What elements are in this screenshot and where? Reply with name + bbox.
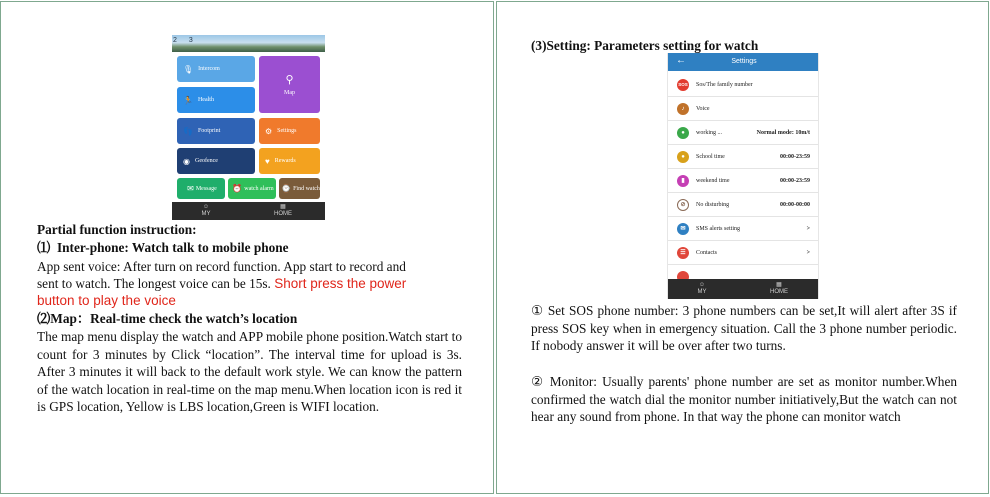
item2-body: The map menu display the watch and APP mobile phone position.Watch start to count for 3 minutes by Click “location”. The interval time for upload is 3s. After 3 minutes it will back to the default work style. We can know the pattern of the watch location in real-time on the map menu.When location icon is red it is GPS location, Yellow is LBS location,Green is WIFI location. [37, 329, 462, 414]
home-icon: ▦ [280, 204, 286, 210]
alarm-clock-icon: ⏰ [232, 183, 243, 193]
nav-home[interactable]: ▦ HOME [263, 204, 303, 218]
watch-alarm-tile[interactable]: ⏰ watch alarm [228, 178, 276, 199]
gear-icon: ⚙ [265, 126, 273, 136]
settings-row[interactable]: SOS Sos/The family number [668, 73, 819, 97]
no-disturb-icon: ⊘ [677, 199, 689, 211]
monitor-paragraph: ② Monitor: Usually parents' phone number are set as monitor number.When confirmed the watch dial the monitor number initiatively,But the watch can not hear any sound from phone. In that way the phone can monitor watch [531, 374, 957, 424]
banner-image [172, 35, 325, 52]
running-icon: 🏃 [183, 95, 193, 105]
voice-icon: ♪ [677, 103, 689, 115]
nav-my[interactable]: ☺ MY [186, 204, 226, 218]
settings-tile[interactable]: ⚙ Settings [259, 118, 320, 144]
settings-row[interactable]: ▮ weekend time 00:00-23:59 [668, 169, 819, 193]
app-home-screenshot [172, 35, 325, 220]
map-tile[interactable]: ⚲ Map [259, 56, 320, 113]
settings-row[interactable]: ● working ... Normal mode: 10m/t [668, 121, 819, 145]
geofence-icon: ◉ [183, 156, 190, 166]
person-icon: ☺ [202, 204, 210, 210]
settings-row[interactable]: ♪ Voice [668, 97, 819, 121]
section-heading: Partial function instruction: [37, 222, 197, 237]
settings-header [668, 53, 819, 71]
item1-body-line1: App sent voice: After turn on record function. App start to record and [37, 259, 406, 274]
person-icon: ☺ [698, 282, 706, 288]
banner-page-indicator: 2 3 [173, 37, 198, 44]
calendar-icon: ▮ [677, 175, 689, 187]
item1-title-line: ⑴ Inter-phone: Watch talk to mobile phone [37, 240, 289, 255]
setting-heading: (3)Setting: Parameters setting for watch [531, 38, 759, 53]
intercom-tile[interactable]: 🎙 Intercom [177, 56, 255, 82]
nav-home[interactable]: ▦ HOME [759, 282, 799, 296]
microphone-icon: 🎙 [183, 64, 194, 74]
contacts-icon: ☰ [677, 247, 689, 259]
back-arrow-icon[interactable]: ← [676, 55, 686, 66]
footprint-tile[interactable]: 👣 Footprint [177, 118, 255, 144]
location-pin-icon: ⚲ [285, 74, 294, 86]
footprint-icon: 👣 [183, 126, 193, 136]
chevron-right-icon: > [806, 250, 810, 256]
home-icon: ▦ [776, 282, 782, 288]
red-note-2: button to play the voice [37, 293, 176, 308]
nav-my[interactable]: ☺ MY [682, 282, 722, 296]
find-watch-tile[interactable]: ⌚ Find watch [279, 178, 320, 199]
settings-row[interactable]: ☰ Contacts > [668, 241, 819, 265]
settings-row[interactable]: ⊘ No disturbing 00:00-00:00 [668, 193, 819, 217]
geofence-tile[interactable]: ◉ Geofence [177, 148, 255, 174]
rewards-tile[interactable]: ♥ Rewards [259, 148, 320, 174]
item1-body-line2: sent to watch. The longest voice can be 15s. Short press the power [37, 276, 407, 291]
watch-icon: ⌚ [281, 183, 292, 193]
message-tile[interactable]: ✉ Message [177, 178, 225, 199]
settings-row[interactable]: ● School time 00:00-23:59 [668, 145, 819, 169]
location-mode-icon: ● [677, 127, 689, 139]
sms-icon: ✉ [677, 223, 689, 235]
sos-paragraph: ① Set SOS phone number: 3 phone numbers can be set,It will alert after 3S if press SOS key when in emergency situation. Call the 3 phone number periodic. If nobody answer it will be over after two turns. [531, 303, 957, 353]
school-icon: ● [677, 151, 689, 163]
message-icon: ✉ [187, 183, 194, 193]
health-tile[interactable]: 🏃 Health [177, 87, 255, 113]
sos-icon: SOS [677, 79, 689, 91]
chevron-right-icon: > [806, 226, 810, 232]
red-note-1: Short press the power [274, 276, 407, 291]
heart-icon: ♥ [265, 156, 270, 166]
settings-title: Settings [731, 58, 757, 65]
settings-screenshot [667, 53, 819, 299]
settings-row[interactable]: ✉ SMS alerts setting > [668, 217, 819, 241]
item2-title-line: ⑵Map：Real-time check the watch’s location [37, 311, 298, 326]
bottom-nav [172, 202, 325, 220]
bottom-nav [668, 279, 819, 299]
